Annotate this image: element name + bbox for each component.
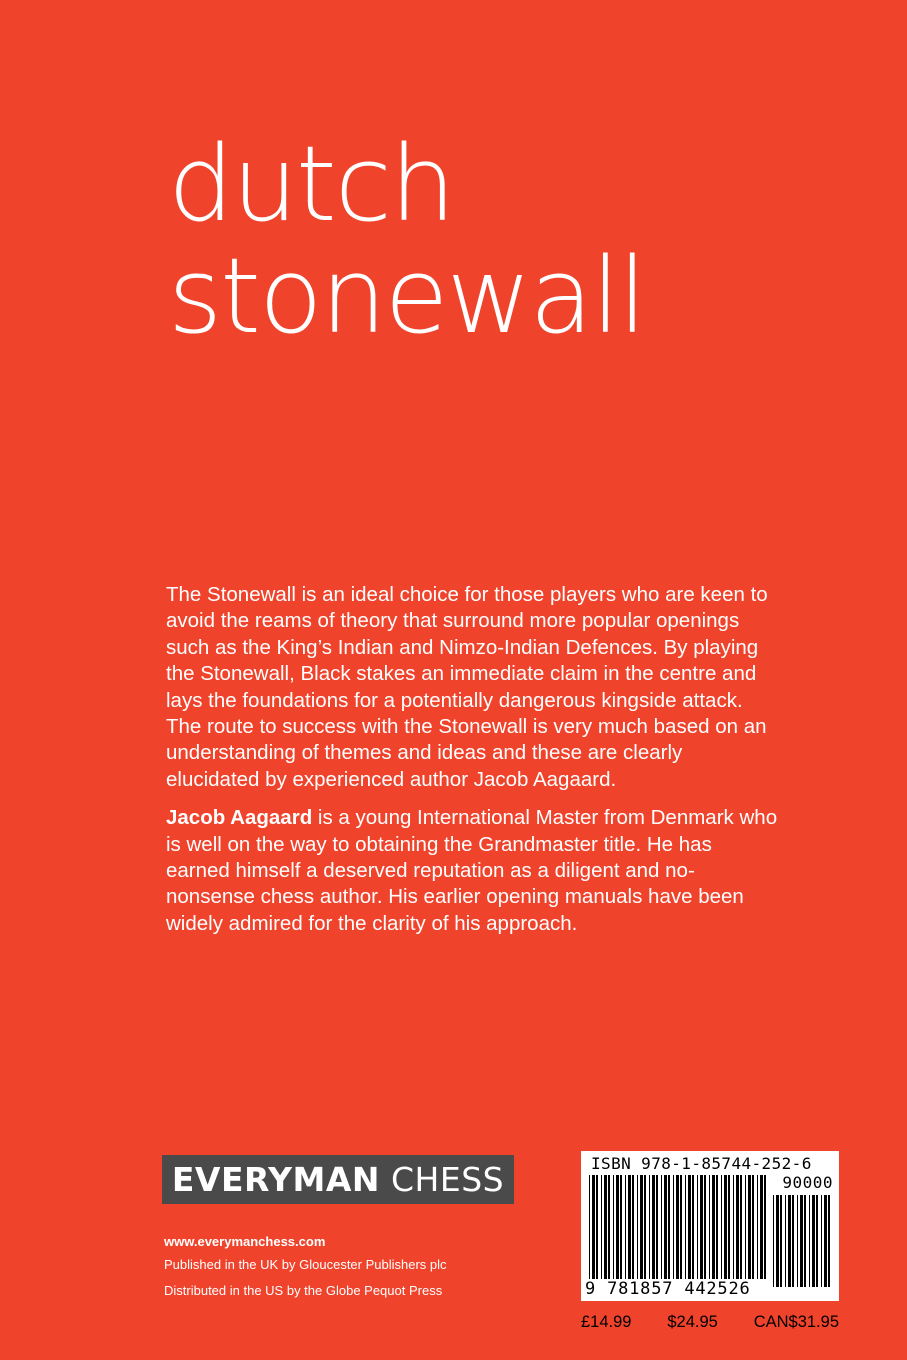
barcode-bar (821, 1195, 822, 1287)
description-paragraph-1: The Stonewall is an ideal choice for those players who are keen to avoid the reams of theory that surround more popular openings such as the King’s Indian and Nimzo-Indian Defences. By playing the Stonewall, Black stakes an immediate claim in the centre and lays the foundations for a potentially dangerous kingside attack. The route to success with the Stonewall is very much based on an understanding of themes and ideas and these are clearly elucidated by experienced author Jacob Aagaard. (166, 583, 768, 791)
barcode-bar (668, 1175, 670, 1279)
barcode-bar (792, 1195, 794, 1287)
barcode-bar (680, 1175, 682, 1279)
barcode-addon-number: 90000 (782, 1173, 833, 1192)
barcode-bar (661, 1175, 662, 1279)
barcode-bar (757, 1175, 758, 1279)
price-usd: $24.95 (667, 1313, 718, 1331)
addon-barcode-bars (773, 1195, 833, 1287)
barcode-bar (788, 1195, 791, 1287)
barcode-bar (745, 1175, 746, 1279)
barcode-bar (785, 1195, 786, 1287)
barcode-bar (589, 1175, 590, 1279)
barcode-bar (704, 1175, 706, 1279)
barcode-bar (596, 1175, 598, 1279)
barcode-bar (652, 1175, 655, 1279)
barcode-bar (776, 1195, 779, 1287)
barcode-bar (828, 1195, 830, 1287)
barcode-bar (824, 1195, 827, 1287)
barcode-bar (800, 1195, 803, 1287)
publisher-us-line: Distributed in the US by the Globe Pequot Press (164, 1283, 443, 1298)
barcode-bar (760, 1175, 763, 1279)
barcode-bar (752, 1175, 754, 1279)
barcode-bar (676, 1175, 679, 1279)
barcode-bar (616, 1175, 619, 1279)
isbn-barcode (581, 1151, 839, 1301)
barcode-bar (780, 1195, 782, 1287)
ean-barcode-bars (589, 1175, 769, 1283)
title-line-1: dutch (168, 123, 454, 245)
barcode-bar (640, 1175, 643, 1279)
barcode-bar (604, 1175, 607, 1279)
logo-text-regular: CHESS (380, 1160, 505, 1199)
barcode-bar (812, 1195, 815, 1287)
isbn-text: ISBN 978-1-85744-252-6 (591, 1154, 812, 1173)
price-gbp: £14.99 (581, 1313, 632, 1331)
publisher-uk-line: Published in the UK by Gloucester Publishers plc (164, 1257, 447, 1272)
barcode-bar (804, 1195, 806, 1287)
publisher-website: www.everymanchess.com (164, 1234, 326, 1249)
barcode-bar (709, 1175, 710, 1279)
barcode-bar (601, 1175, 602, 1279)
logo-text-bold: EVERYMAN (171, 1160, 381, 1199)
barcode-bar (673, 1175, 674, 1279)
barcode-bar (688, 1175, 691, 1279)
barcode-bar (625, 1175, 626, 1279)
barcode-bar (700, 1175, 703, 1279)
barcode-bar (692, 1175, 694, 1279)
barcode-bar (608, 1175, 610, 1279)
barcode-bar (724, 1175, 727, 1279)
barcode-bar (740, 1175, 742, 1279)
price-cad: CAN$31.95 (753, 1313, 839, 1331)
barcode-bar (649, 1175, 650, 1279)
barcode-bar (628, 1175, 631, 1279)
ean-number: 9 781857 442526 (585, 1279, 751, 1299)
barcode-bar (721, 1175, 722, 1279)
publisher-logo (162, 1155, 514, 1204)
barcode-bar (748, 1175, 751, 1279)
barcode-bar (764, 1175, 766, 1279)
barcode-bar (716, 1175, 718, 1279)
barcode-bar (797, 1195, 798, 1287)
book-title (168, 123, 646, 357)
barcode-bar (773, 1195, 774, 1287)
price-list (581, 1313, 839, 1332)
barcode-bar (664, 1175, 667, 1279)
barcode-bar (733, 1175, 734, 1279)
barcode-bar (736, 1175, 739, 1279)
barcode-bar (620, 1175, 622, 1279)
barcode-bar (728, 1175, 730, 1279)
barcode-bar (809, 1195, 810, 1287)
author-name: Jacob Aagaard (166, 806, 313, 830)
barcode-bar (712, 1175, 715, 1279)
title-line-2: stonewall (168, 235, 646, 357)
barcode-bar (685, 1175, 686, 1279)
publisher-logo-text (172, 1160, 504, 1199)
barcode-bar (816, 1195, 818, 1287)
barcode-bar (644, 1175, 646, 1279)
barcode-bar (632, 1175, 634, 1279)
barcode-bar (613, 1175, 614, 1279)
author-bio-text: is a young International Master from Denmark who is well on the way to obtaining the Grandmaster title. He has earned himself a deserved reputation as a diligent and no-nonsense chess author. His earlier opening manuals have been widely admired for the clarity of his approach. (166, 806, 778, 935)
barcode-bar (697, 1175, 698, 1279)
book-description (166, 582, 781, 949)
barcode-bar (637, 1175, 638, 1279)
barcode-bar (592, 1175, 595, 1279)
barcode-bar (656, 1175, 658, 1279)
author-bio (166, 805, 781, 937)
